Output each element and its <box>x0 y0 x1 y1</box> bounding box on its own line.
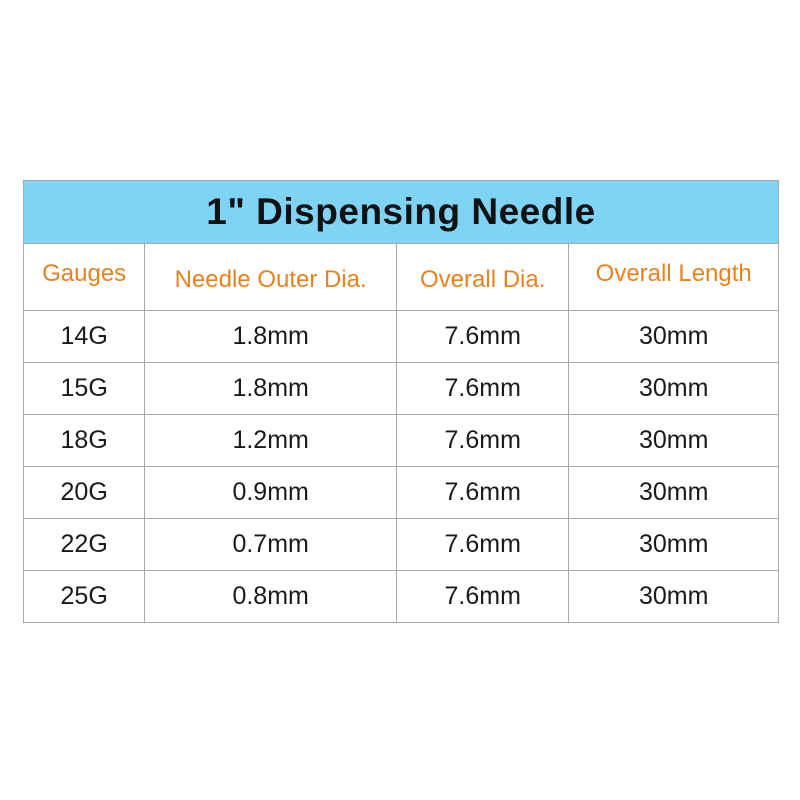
column-header-needle-outer-dia <box>145 244 397 311</box>
table-row <box>24 519 779 571</box>
column-header-label: Overall Length <box>595 260 752 287</box>
column-header-label: Needle Outer Dia. <box>174 266 367 293</box>
cell-gauge: 14G <box>24 311 145 363</box>
cell-overall-dia: 7.6mm <box>396 311 568 363</box>
cell-overall-dia: 7.6mm <box>396 519 568 571</box>
cell-needle-outer-dia: 1.8mm <box>145 363 397 415</box>
cell-gauge: 15G <box>24 363 145 415</box>
cell-overall-length: 30mm <box>569 363 779 415</box>
spec-table <box>23 180 779 623</box>
column-header-row <box>24 244 779 311</box>
table-row <box>24 467 779 519</box>
cell-overall-dia: 7.6mm <box>396 415 568 467</box>
column-header-label: Gauges <box>42 260 127 287</box>
column-header-overall-length <box>569 244 779 311</box>
cell-overall-length: 30mm <box>569 571 779 623</box>
column-header-overall-dia <box>396 244 568 311</box>
column-header-gauges <box>24 244 145 311</box>
cell-overall-dia: 7.6mm <box>396 571 568 623</box>
table-title: 1" Dispensing Needle <box>24 181 779 244</box>
cell-gauge: 20G <box>24 467 145 519</box>
cell-overall-length: 30mm <box>569 519 779 571</box>
table-row <box>24 571 779 623</box>
table-row <box>24 415 779 467</box>
cell-overall-length: 30mm <box>569 467 779 519</box>
cell-gauge: 18G <box>24 415 145 467</box>
table-row <box>24 363 779 415</box>
cell-overall-length: 30mm <box>569 311 779 363</box>
title-row <box>24 181 779 244</box>
cell-needle-outer-dia: 1.2mm <box>145 415 397 467</box>
cell-needle-outer-dia: 0.9mm <box>145 467 397 519</box>
cell-overall-dia: 7.6mm <box>396 467 568 519</box>
cell-gauge: 25G <box>24 571 145 623</box>
cell-needle-outer-dia: 0.8mm <box>145 571 397 623</box>
column-header-label: Overall Dia. <box>420 266 546 293</box>
cell-gauge: 22G <box>24 519 145 571</box>
cell-overall-dia: 7.6mm <box>396 363 568 415</box>
cell-needle-outer-dia: 1.8mm <box>145 311 397 363</box>
table-row <box>24 311 779 363</box>
cell-overall-length: 30mm <box>569 415 779 467</box>
cell-needle-outer-dia: 0.7mm <box>145 519 397 571</box>
